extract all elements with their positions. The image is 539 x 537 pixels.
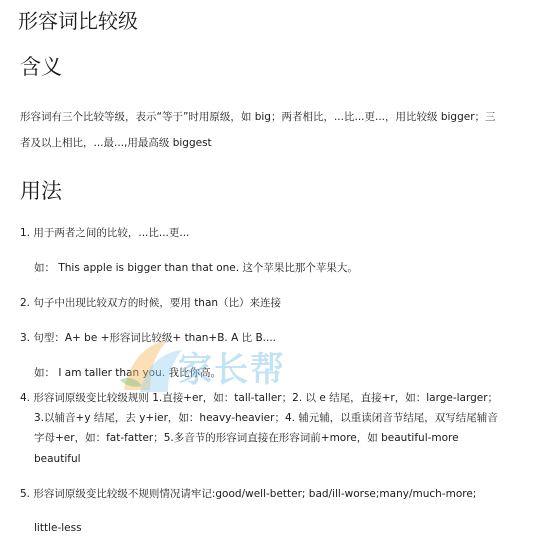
usage-item-1-example: 如： This apple is bigger than that one. 这个苹果比那个苹果大。 bbox=[34, 262, 358, 274]
usage-item-3-example: 如： I am taller than you. 我比你高。 bbox=[34, 367, 221, 379]
usage-item-4-line-3: 字母+er，如：fat-fatter；5.多音节的形容词直接在形容词前+more，如 beautiful-more bbox=[34, 432, 459, 444]
section-heading-usage: 用法 bbox=[20, 179, 62, 203]
usage-item-5-line-1: 5. 形容词原级变比较级不规则情况请牢记:good/well-better; bad/ill-worse;many/much-more; bbox=[20, 488, 477, 500]
section-heading-meaning: 含义 bbox=[20, 55, 62, 79]
usage-item-1: 1. 用于两者之间的比较，...比...更... bbox=[20, 227, 190, 239]
watermark-text: 家长帮 bbox=[178, 350, 286, 390]
usage-item-4-line-1: 4. 形容词原级变比较级规则 1.直接+er，如：tall-taller；2. 以 e 结尾，直接+r，如：large-larger； bbox=[20, 392, 499, 404]
usage-item-2: 2. 句子中出现比较双方的时候，要用 than（比）来连接 bbox=[20, 297, 282, 309]
meaning-paragraph-line-2: 者及以上相比，...最...,用最高级 biggest bbox=[20, 137, 212, 149]
usage-item-4-line-4: beautiful bbox=[34, 453, 81, 465]
usage-item-3: 3. 句型：A+ be +形容词比较级+ than+B. A 比 B.... bbox=[20, 332, 277, 344]
usage-item-5-line-2: little-less bbox=[34, 522, 82, 534]
page-title: 形容词比较级 bbox=[18, 9, 138, 33]
meaning-paragraph-line-1: 形容词有三个比较等级，表示“等于”时用原级，如 big；两者相比，...比...更...，用比较级 bigger；三 bbox=[20, 111, 496, 123]
usage-item-4-line-2: 3.以辅音+y 结尾，去 y+ier，如：heavy-heavier；4. 辅元辅，以重读闭音节结尾，双写结尾辅音 bbox=[34, 412, 498, 424]
